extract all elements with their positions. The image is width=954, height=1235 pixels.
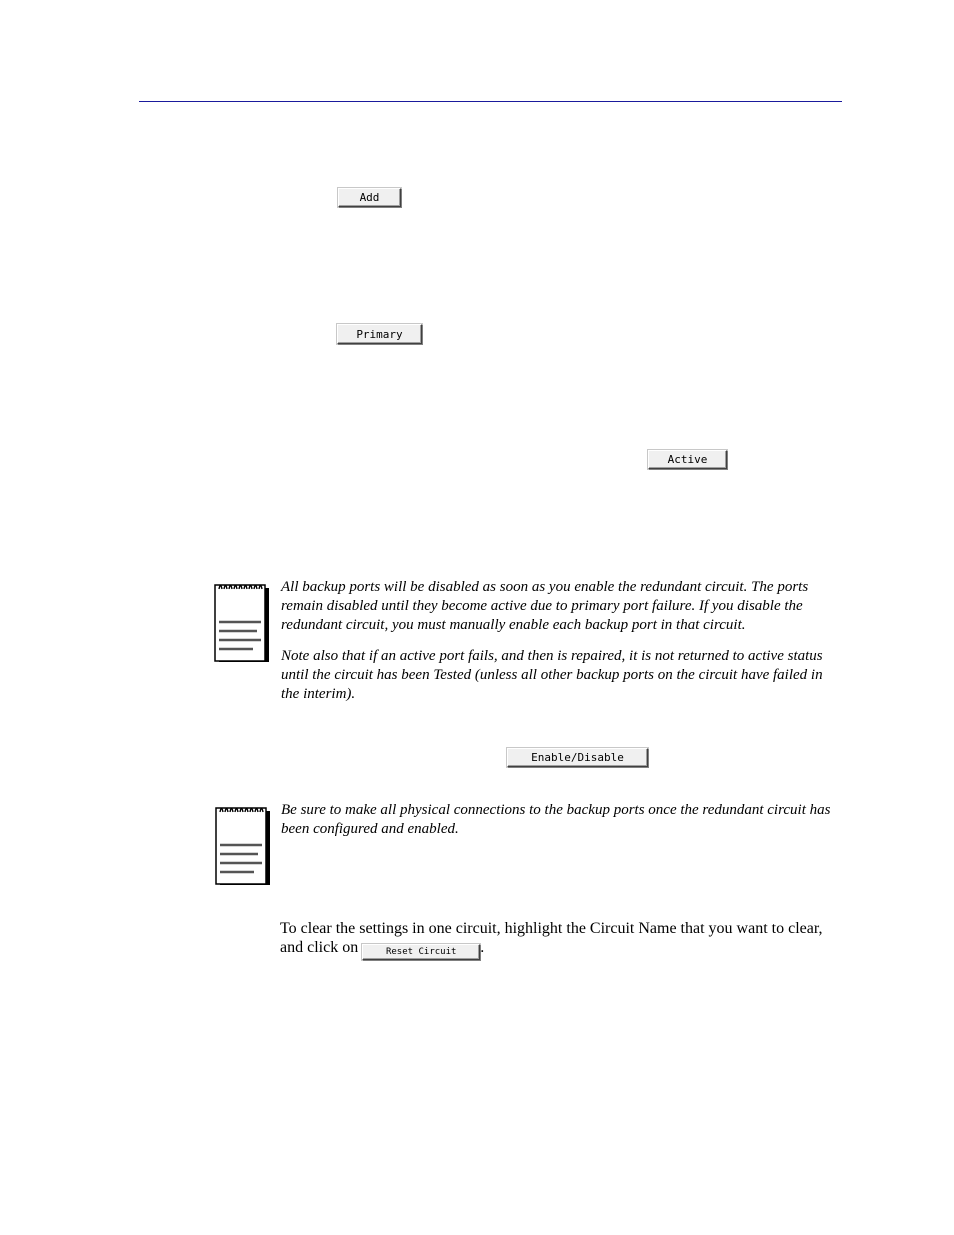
- reset-circuit-button[interactable]: Reset Circuit: [362, 944, 480, 960]
- notepad-icon: [214, 803, 272, 887]
- active-button[interactable]: Active: [648, 450, 727, 469]
- clear-circuit-instructions: [280, 919, 840, 958]
- enable-disable-button[interactable]: Enable/Disable: [507, 748, 648, 767]
- clear-instructions-text: To clear the settings in one circuit, highlight the Circuit Name that you want to clear, and click on: [280, 920, 823, 956]
- note-paragraph-1: All backup ports will be disabled as soon as you enable the redundant circuit. The ports remain disabled until they become active due to primary port failure. If you disable the redundant circuit, you must manually enable each backup port in that circuit.: [281, 579, 809, 633]
- clear-instructions-period: .: [480, 939, 485, 956]
- primary-button[interactable]: Primary: [337, 324, 422, 344]
- note-paragraph-3: Be sure to make all physical connections to the backup ports once the redundant circuit has been configured and enabled.: [281, 802, 831, 837]
- header-rule: [139, 101, 842, 102]
- note-paragraph-2: Note also that if an active port fails, and then is repaired, it is not returned to active status until the circuit has been Tested (unless all other backup ports on the circuit have failed in the interim).: [281, 648, 823, 702]
- notepad-icon: [213, 580, 271, 664]
- add-button[interactable]: Add: [338, 188, 401, 207]
